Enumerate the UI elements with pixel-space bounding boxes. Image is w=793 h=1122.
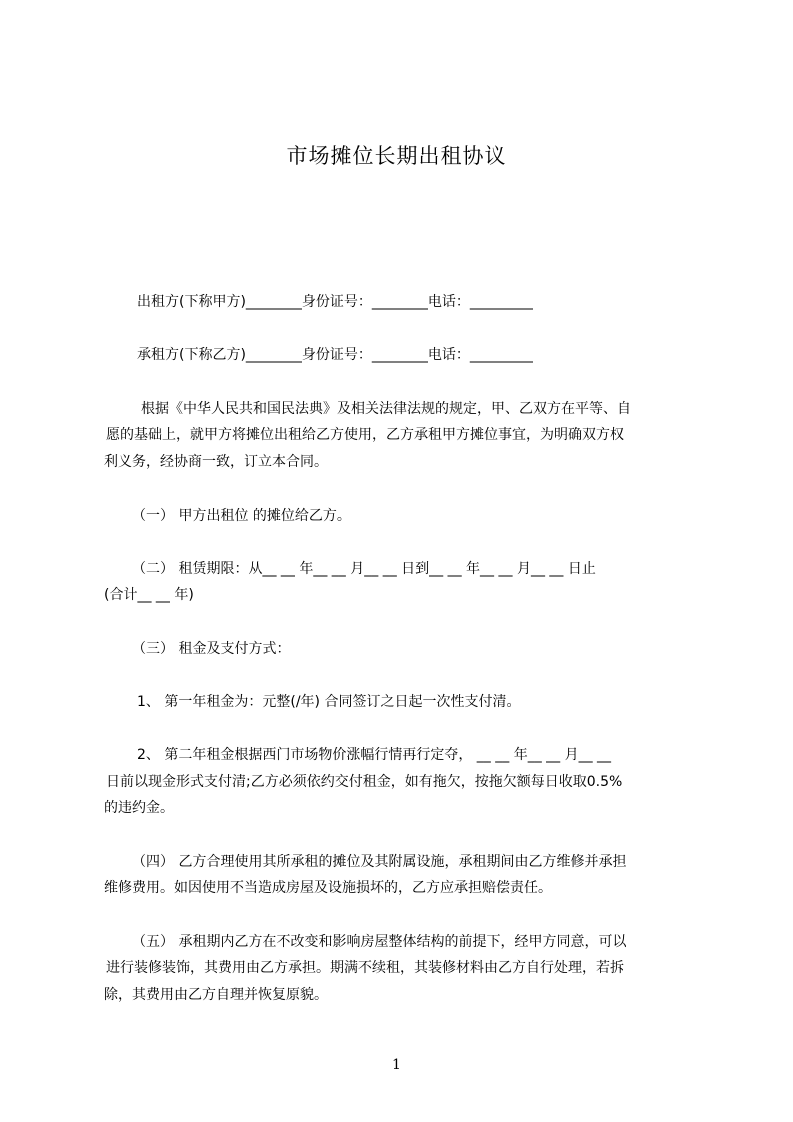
intro-line-3: 利义务，经协商一致，订立本合同。 — [104, 454, 328, 470]
clause-5-line-2: 进行装修装饰，其费用由乙方承担。期满不续租，其装修材料由乙方自行处理，若拆 — [106, 960, 624, 976]
clause-2-line-2: (合计__ __ 年) — [104, 587, 194, 603]
document-title: 市场摊位长期出租协议 — [286, 144, 507, 168]
clause-4-line-2: 维修费用。如因使用不当造成房屋及设施损坏的，乙方应承担赔偿责任。 — [104, 880, 552, 896]
clause-5-line-3: 除，其费用由乙方自理并恢复原貌。 — [104, 987, 328, 1003]
party-b-line: 承租方(下称乙方)________身份证号：________电话：_________ — [137, 347, 533, 363]
intro-line-1: 根据《中华人民共和国民法典》及相关法律法规的规定，甲、乙双方在平等、自 — [141, 401, 631, 417]
clause-3-item-1: 1、 第一年租金为：元整(/年) 合同签订之日起一次性支付清。 — [137, 694, 521, 710]
clause-1: （一） 甲方出租位 的摊位给乙方。 — [132, 508, 351, 524]
clause-3-heading: （三） 租金及支付方式： — [132, 641, 291, 657]
page-number: 1 — [392, 1057, 401, 1073]
clause-3-item-2-line-3: 的违约金。 — [104, 800, 174, 816]
clause-3-item-2-line-2: 日前以现金形式支付清;乙方必须依约交付租金，如有拖欠，按拖欠额每日收取0.5% — [106, 774, 623, 790]
party-a-line: 出租方(下称甲方)________身份证号：________电话：_________ — [137, 294, 533, 310]
clause-4-line-1: （四） 乙方合理使用其所承租的摊位及其附属设施，承租期间由乙方维修并承担 — [132, 854, 627, 870]
clause-3-item-2-line-1: 2、 第二年租金根据西门市场物价涨幅行情再行定夺， __ __ 年__ __ 月__ __ — [137, 747, 612, 763]
clause-2-line-1: （二） 租赁期限：从__ __ 年__ __ 月__ __ 日到__ __ 年__ __ 月__ __ 日止 — [132, 561, 596, 577]
intro-line-2: 愿的基础上，就甲方将摊位出租给乙方使用，乙方承租甲方摊位事宜，为明确双方权 — [106, 427, 624, 443]
clause-5-line-1: （五） 承租期内乙方在不改变和影响房屋整体结构的前提下，经甲方同意，可以 — [132, 934, 627, 950]
